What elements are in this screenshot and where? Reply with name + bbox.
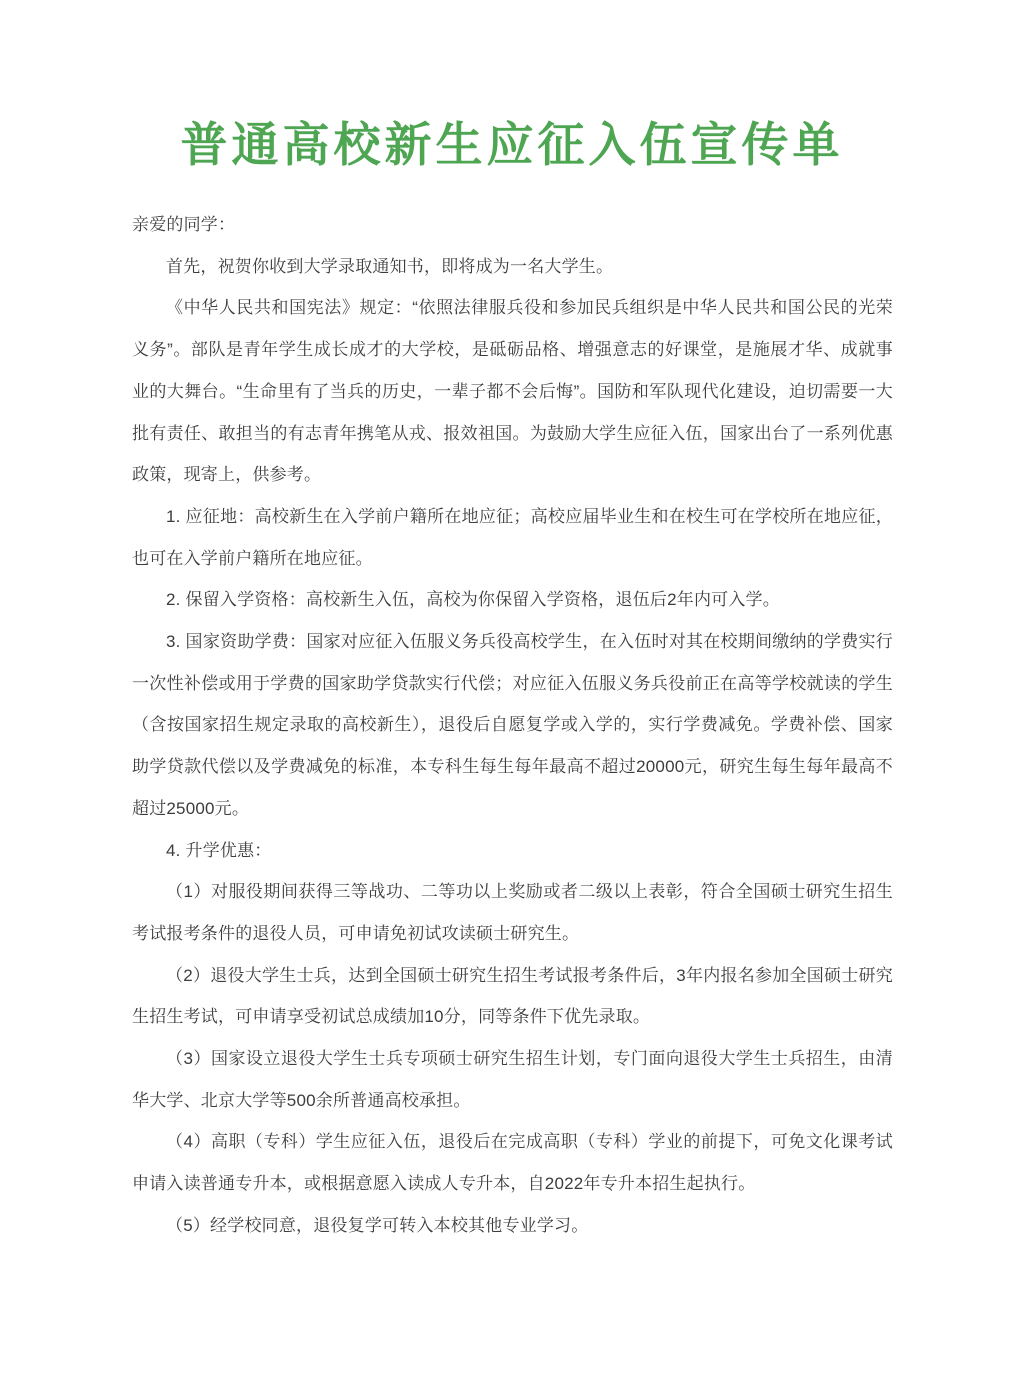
benefit-1-exam-exemption: （1）对服役期间获得三等战功、二等功以上奖励或者二级以上表彰，符合全国硕士研究生招生考试报考条件的退役人员，可申请免初试攻读硕士研究生。 [132, 882, 893, 943]
benefit-3-special-admission-plan: （3）国家设立退役大学生士兵专项硕士研究生招生计划，专门面向退役大学生士兵招生，由清华大学、北京大学等500余所普通高校承担。 [132, 1049, 893, 1110]
item-4-education-benefits-heading: 4. 升学优惠： [166, 840, 272, 860]
item-2-admission-reservation: 2. 保留入学资格：高校新生入伍，高校为你保留入学资格，退伍后2年内可入学。 [166, 590, 780, 610]
document-body [132, 204, 893, 1247]
benefit-5-major-transfer: （5）经学校同意，退役复学可转入本校其他专业学习。 [166, 1215, 589, 1235]
benefit-2-exam-bonus-points: （2）退役大学生士兵，达到全国硕士研究生招生考试报考条件后，3年内报名参加全国硕士研究生招生考试，可申请享受初试总成绩加10分，同等条件下优先录取。 [132, 965, 893, 1027]
item-3-tuition-subsidy: 3. 国家资助学费：国家对应征入伍服义务兵役高校学生，在入伍时对其在校期间缴纳的学费实行一次性补偿或用于学费的国家助学贷款实行代偿；对应征入伍服义务兵役前正在高等学校就读的学生（含按国家招生规定录取的高校新生），退役后自愿复学或入学的，实行学费减免。学费补偿、国家助学贷款代偿以及学费减免的标准，本专科生每生每年最高不超过20000元，研究生每生每年最高不超过25000元。 [132, 632, 893, 818]
salutation: 亲爱的同学： [132, 215, 236, 234]
constitution-paragraph: 《中华人民共和国宪法》规定：“依照法律服兵役和参加民兵组织是中华人民共和国公民的光荣义务”。部队是青年学生成长成才的大学校，是砥砺品格、增强意志的好课堂，是施展才华、成就事业的大舞台。“生命里有了当兵的历史，一辈子都不会后悔”。国防和军队现代化建设，迫切需要一大批有责任、敢担当的有志青年携笔从戎、报效祖国。为鼓励大学生应征入伍，国家出台了一系列优惠政策，现寄上，供参考。 [132, 298, 893, 485]
benefit-4-vocational-upgrade: （4）高职（专科）学生应征入伍，退役后在完成高职（专科）学业的前提下，可免文化课考试申请入读普通专升本，或根据意愿入读成人专升本，自2022年专升本招生起执行。 [132, 1132, 893, 1194]
item-1-enlistment-place: 1. 应征地：高校新生在入学前户籍所在地应征；高校应届毕业生和在校生可在学校所在地应征，也可在入学前户籍所在地应征。 [132, 506, 893, 568]
intro-paragraph: 首先，祝贺你收到大学录取通知书，即将成为一名大学生。 [166, 256, 614, 276]
page-title: 普通高校新生应征入伍宣传单 [180, 118, 844, 174]
